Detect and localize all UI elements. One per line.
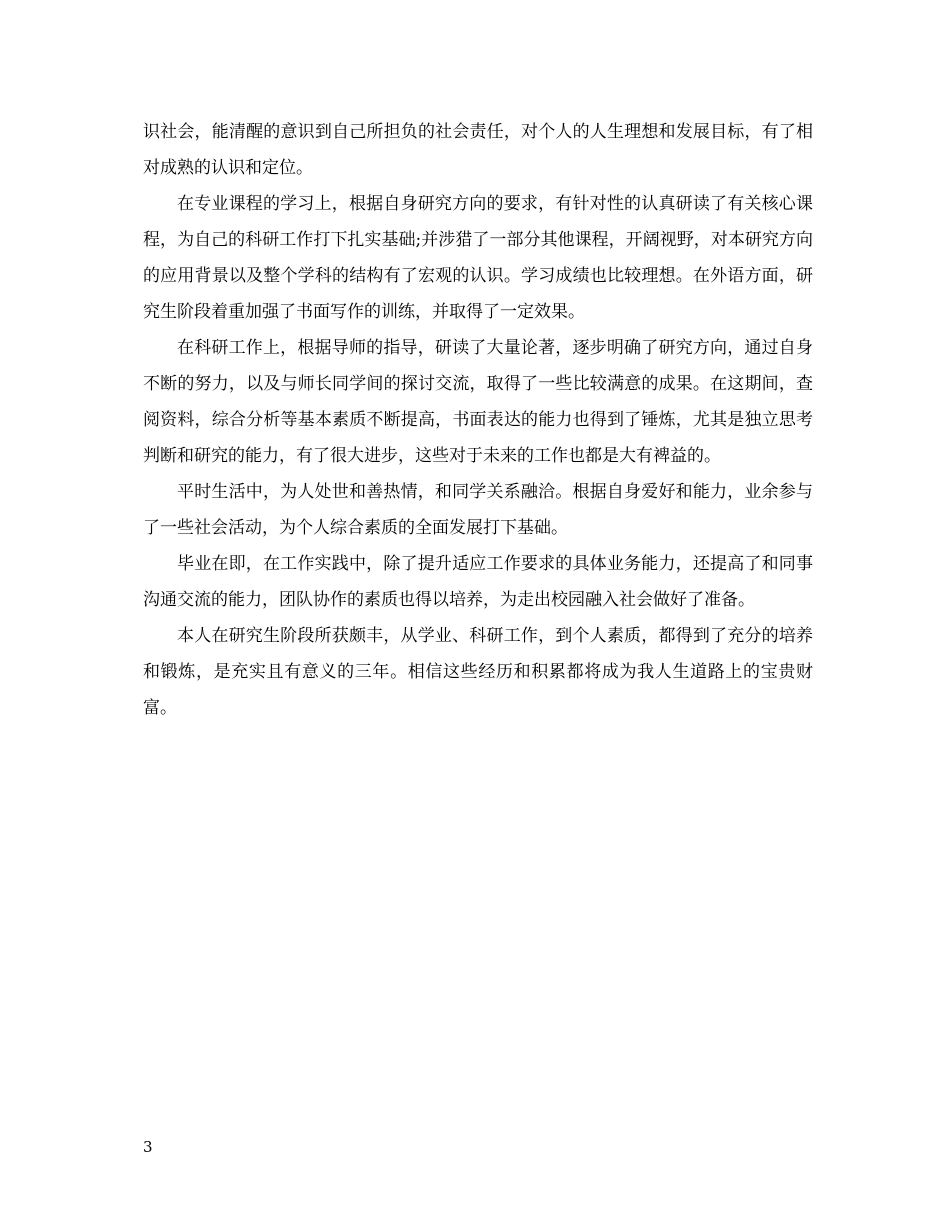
paragraph-5: 毕业在即，在工作实践中，除了提升适应工作要求的具体业务能力，还提高了和同事沟通交流的能力，团队协作的素质也得以培养，为走出校园融入社会做好了准备。 xyxy=(143,554,813,610)
paragraph-2: 在专业课程的学习上，根据自身研究方向的要求，有针对性的认真研读了有关核心课程，为自己的科研工作打下扎实基础;并涉猎了一部分其他课程，开阔视野，对本研究方向的应用背景以及整个学科的结构有了宏观的认识。学习成绩也比较理想。在外语方面，研究生阶段着重加强了书面写作的训练，并取得了一定效果。 xyxy=(143,194,813,322)
paragraph-3: 在科研工作上，根据导师的指导，研读了大量论著，逐步明确了研究方向，通过自身不断的努力，以及与师长同学间的探讨交流，取得了一些比较满意的成果。在这期间，查阅资料，综合分析等基本素质不断提高，书面表达的能力也得到了锤炼，尤其是独立思考判断和研究的能力，有了很大进步，这些对于未来的工作也都是大有裨益的。 xyxy=(143,338,813,466)
page-number: 3 xyxy=(143,1138,153,1156)
paragraph-6: 本人在研究生阶段所获颇丰，从学业、科研工作，到个人素质，都得到了充分的培养和锻炼，是充实且有意义的三年。相信这些经历和积累都将成为我人生道路上的宝贵财富。 xyxy=(143,626,813,718)
paragraph-4: 平时生活中，为人处世和善热情，和同学关系融洽。根据自身爱好和能力，业余参与了一些社会活动，为个人综合素质的全面发展打下基础。 xyxy=(143,482,813,538)
document-body xyxy=(143,114,813,726)
paragraph-1: 识社会，能清醒的意识到自己所担负的社会责任，对个人的人生理想和发展目标，有了相对成熟的认识和定位。 xyxy=(143,122,813,178)
